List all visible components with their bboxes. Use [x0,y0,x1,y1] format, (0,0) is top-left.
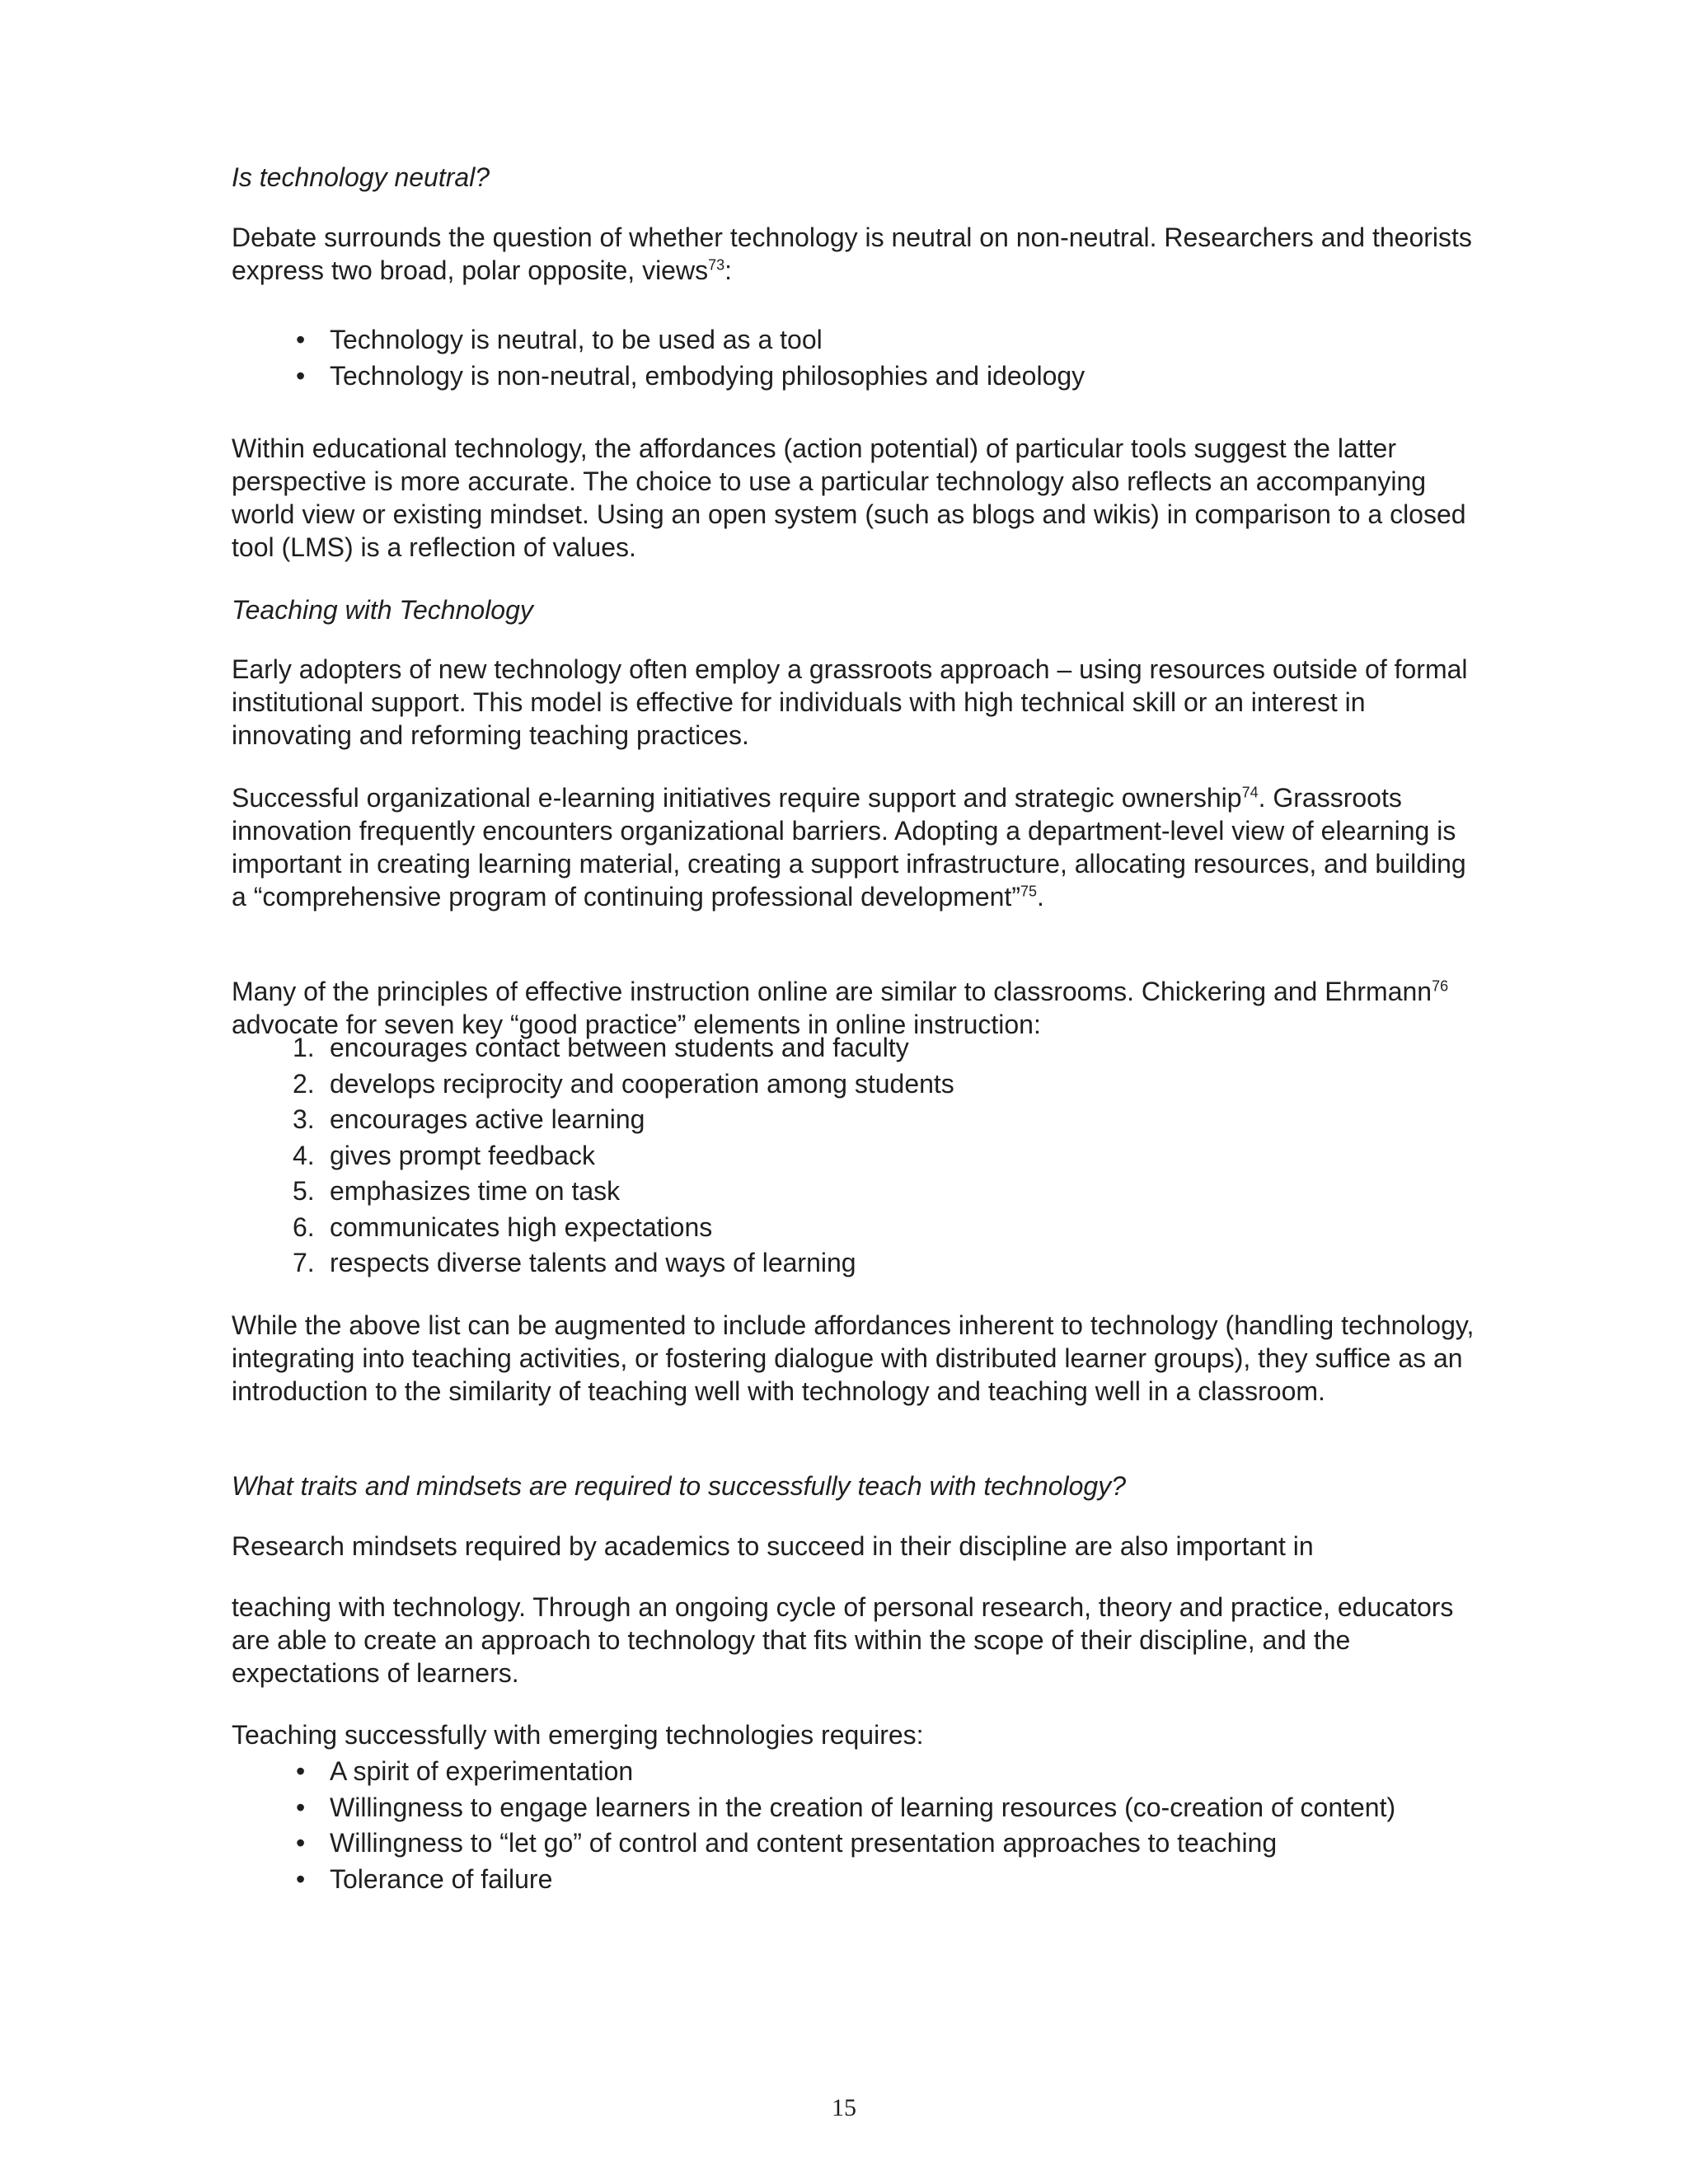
list-item [232,1138,1517,1174]
list-item-text: encourages active learning [330,1104,645,1134]
page-number: 15 [832,2094,856,2121]
list-item-text: encourages contact between students and faculty [330,1033,909,1062]
list-number: 6. [293,1212,315,1242]
list-number: 1. [293,1033,315,1062]
list-item-text: communicates high expectations [330,1212,713,1242]
list-number: 3. [293,1104,315,1134]
paragraph-teaching-cycle: teaching with technology. Through an ongoing cycle of personal research, theory and practice, educators are able to create an approach to technology that fits within the scope of their discipline, and the expectations of learners. [232,1592,1454,1688]
list-item-text: develops reciprocity and cooperation among students [330,1068,954,1099]
footnote-ref-74: 74 [1241,784,1259,801]
list-item [232,1862,1517,1898]
paragraph-organizational-elearning [232,781,1484,913]
section-heading-teaching-with-technology: Teaching with Technology [232,595,533,625]
section-heading-traits-mindsets: What traits and mindsets are required to successfully teach with technology? [232,1471,1126,1501]
views-bullet-list [232,322,1517,394]
paragraph-text: . Grassroots innovation frequently encounters organizational barriers. Adopting a department-level view of elearning is important in creating learning material, creating a support infrastructure, allocating resources, and building a “comprehensive program of continuing professional development” [232,783,1466,912]
list-number: 4. [293,1140,315,1170]
list-item [232,1030,1517,1066]
list-item [232,1825,1517,1862]
bullet-marker: • [296,1863,306,1894]
list-item [232,1754,1517,1790]
bullet-marker: • [296,1828,306,1858]
list-item-text: Technology is neutral, to be used as a tool [330,325,823,354]
paragraph-debate [232,221,1484,287]
paragraph-text: advocate for seven key “good practice” elements in online instruction: [232,1010,1041,1039]
list-number: 2. [293,1068,315,1099]
list-item-text: Willingness to “let go” of control and content presentation approaches to teaching [330,1828,1278,1858]
list-number: 5. [293,1176,315,1206]
list-item-text: emphasizes time on task [330,1176,621,1206]
paragraph-text: Many of the principles of effective instruction online are similar to classrooms. Chickering and Ehrmann [232,977,1432,1006]
paragraph-emerging-technologies: Teaching successfully with emerging technologies requires: [232,1720,924,1750]
good-practice-ordered-list [232,1030,1517,1282]
paragraph-educational-technology: Within educational technology, the affordances (action potential) of particular tools suggest the latter perspective is more accurate. The choice to use a particular technology also reflects an accompanying world view or existing mindset. Using an open system (such as blogs and wikis) in comparison to a closed tool (LMS) is a reflection of values. [232,434,1466,562]
paragraph-text: Successful organizational e-learning initiatives require support and strategic ownership [232,783,1242,813]
bullet-marker: • [296,1792,306,1822]
paragraph-text-end: : [724,255,732,285]
list-item [232,1174,1517,1210]
bullet-marker: • [296,1756,306,1786]
paragraph-research-mindsets: Research mindsets required by academics to succeed in their discipline are also important in [232,1531,1314,1561]
list-item [232,1245,1517,1282]
footnote-ref-76: 76 [1432,977,1449,995]
footnote-ref-73: 73 [708,256,725,274]
list-item-text: Willingness to engage learners in the creation of learning resources (co-creation of content) [330,1792,1396,1822]
list-item [232,1210,1517,1246]
paragraph-augmented-list: While the above list can be augmented to include affordances inherent to technology (handling technology, integrating into teaching activities, or fostering dialogue with distributed learner groups), they suffice as an introduction to the similarity of teaching well with technology and teaching well in a classroom. [232,1310,1475,1406]
list-item-text: Technology is non-neutral, embodying philosophies and ideology [330,360,1085,391]
paragraph-text: Debate surrounds the question of whether technology is neutral on non-neutral. Researchers and theorists express two broad, polar opposite, views [232,223,1472,285]
list-number: 7. [293,1248,315,1277]
list-item [232,1102,1517,1138]
requirements-bullet-list [232,1754,1517,1897]
bullet-marker: • [296,325,306,354]
list-item [232,359,1517,395]
list-item [232,1790,1517,1826]
list-item-text: Tolerance of failure [330,1863,553,1894]
list-item [232,1066,1517,1103]
list-item-text: A spirit of experimentation [330,1756,634,1786]
list-item-text: respects diverse talents and ways of learning [330,1248,856,1277]
footnote-ref-75: 75 [1020,883,1037,900]
bullet-marker: • [296,360,306,391]
paragraph-early-adopters: Early adopters of new technology often employ a grassroots approach – using resources outside of formal institutional support. This model is effective for individuals with high technical skill or an interest in innovating and reforming teaching practices. [232,654,1468,750]
paragraph-text-end: . [1037,882,1044,912]
list-item [232,322,1517,359]
list-item-text: gives prompt feedback [330,1140,595,1170]
section-heading-technology-neutral: Is technology neutral? [232,162,490,192]
